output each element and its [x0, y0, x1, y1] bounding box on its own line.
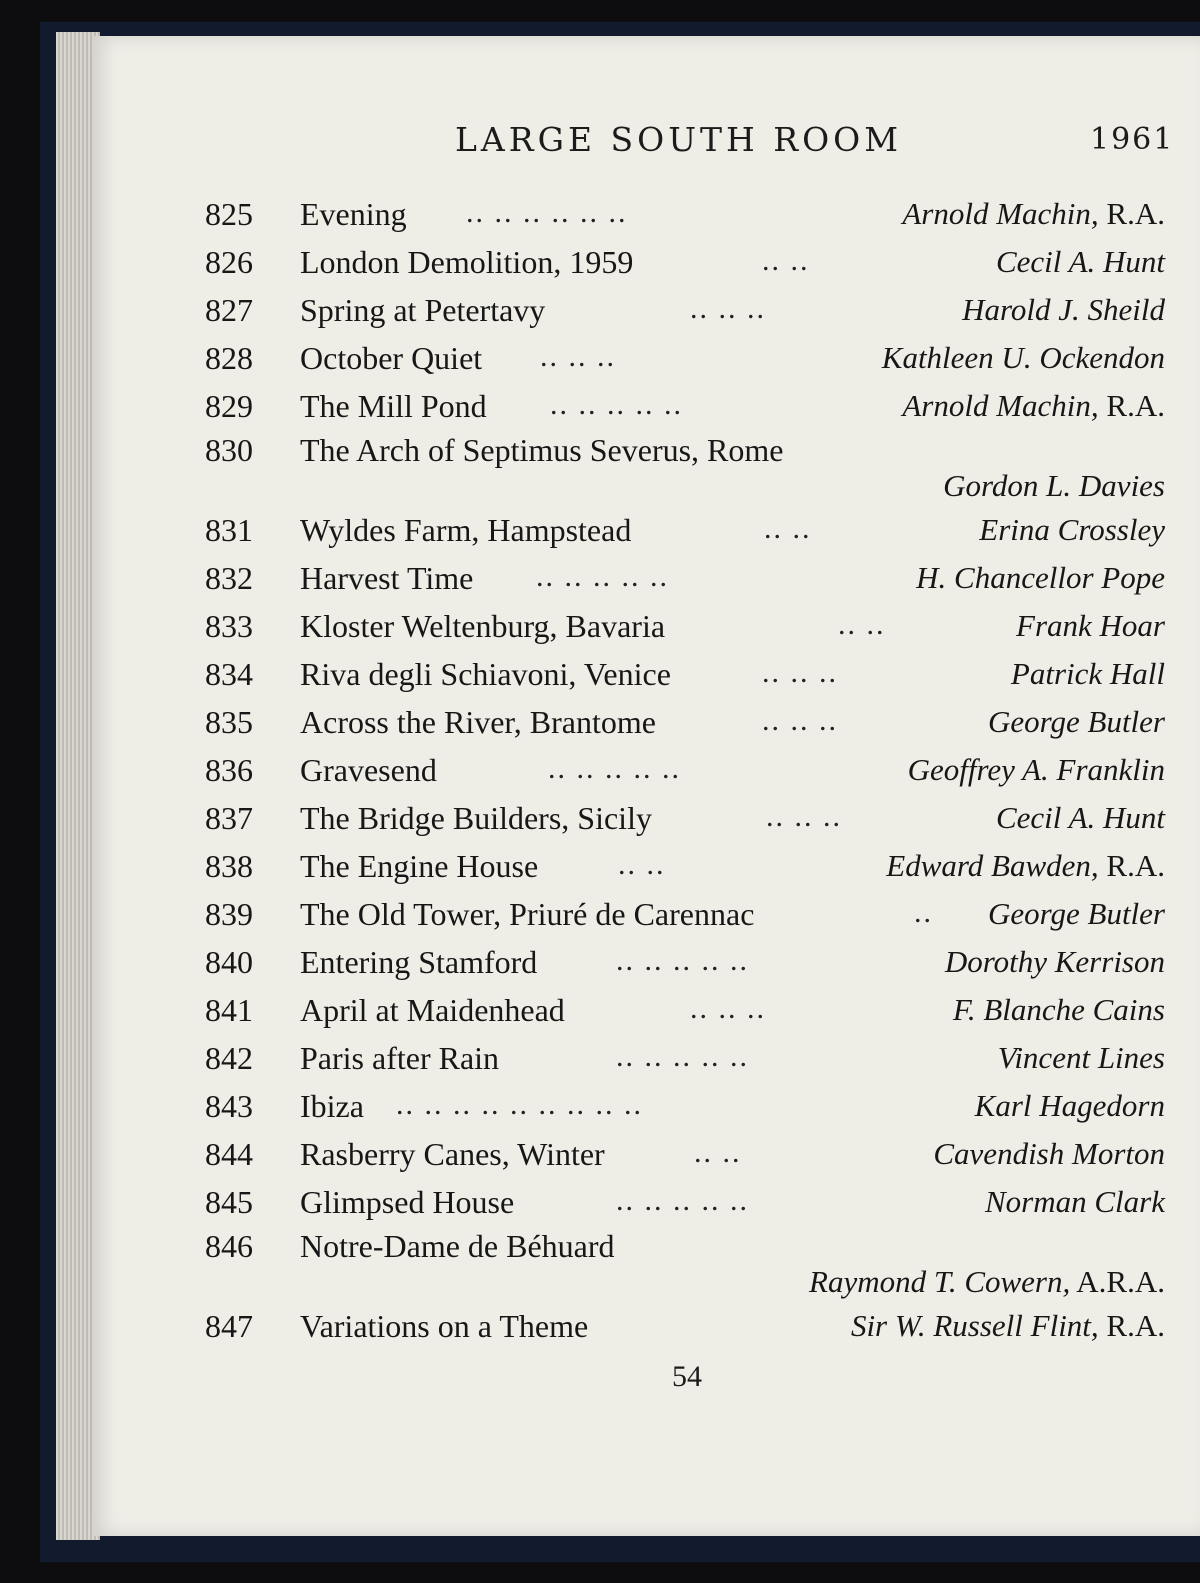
leader-dots: .. — [914, 896, 933, 929]
catalogue-entry-continuation — [0, 1264, 1200, 1312]
work-title: The Arch of Septimus Severus, Rome — [300, 432, 784, 468]
artist-name — [902, 388, 1165, 424]
work-title: Kloster Weltenburg, Bavaria — [300, 608, 666, 644]
artist-name — [886, 848, 1165, 884]
catalogue-entry — [0, 292, 1200, 340]
leader-dots: .. .. — [618, 848, 666, 881]
entry-number: 838 — [205, 848, 253, 884]
artist-name — [985, 1184, 1165, 1220]
artist-name — [953, 992, 1165, 1028]
work-title: Ibiza — [300, 1088, 364, 1124]
entry-number: 826 — [205, 244, 253, 280]
entry-number: 827 — [205, 292, 253, 328]
catalogue-entry — [0, 896, 1200, 944]
work-title: Paris after Rain — [300, 1040, 500, 1076]
artist-name-text: Gordon L. Davies — [943, 468, 1165, 503]
artist-name — [943, 468, 1165, 504]
leader-dots: .. .. .. — [762, 704, 838, 737]
entry-number: 844 — [205, 1136, 253, 1172]
entry-number: 843 — [205, 1088, 253, 1124]
artist-name-text: Geoffrey A. Franklin — [907, 752, 1165, 787]
artist-name-text: Arnold Machin, — [902, 388, 1099, 423]
artist-name-text: George Butler — [987, 896, 1165, 931]
work-title: Evening — [300, 196, 407, 232]
artist-name — [975, 1088, 1165, 1124]
entry-number: 840 — [205, 944, 253, 980]
page-number: 54 — [672, 1360, 702, 1393]
artist-name-text: Frank Hoar — [1016, 608, 1165, 643]
artist-name — [933, 1136, 1165, 1172]
work-title: Riva degli Schiavoni, Venice — [300, 656, 671, 692]
artist-name-text: Cecil A. Hunt — [995, 244, 1165, 279]
leader-dots: .. .. .. .. .. — [616, 1040, 749, 1073]
catalogue-entry — [0, 1040, 1200, 1088]
work-title: Across the River, Brantome — [300, 704, 656, 740]
catalogue-entry-continuation — [0, 468, 1200, 516]
artist-honour: A.R.A. — [1070, 1264, 1165, 1299]
artist-name — [902, 196, 1165, 232]
work-title: Entering Stamford — [300, 944, 538, 980]
artist-name — [979, 512, 1165, 548]
artist-name-text: Patrick Hall — [1010, 656, 1165, 691]
artist-name-text: Edward Bawden, — [886, 848, 1099, 883]
artist-honour: R.A. — [1098, 1308, 1165, 1343]
catalogue-entry — [0, 704, 1200, 752]
catalogue-entry — [0, 1184, 1200, 1232]
artist-name — [908, 752, 1165, 788]
artist-name — [996, 800, 1165, 836]
entry-number: 834 — [205, 656, 253, 692]
leader-dots: .. .. .. — [690, 292, 766, 325]
leader-dots: .. .. .. .. .. — [550, 388, 683, 421]
work-title: The Bridge Builders, Sicily — [300, 800, 652, 836]
artist-name-text: F. Blanche Cains — [952, 992, 1165, 1027]
leader-dots: .. .. — [838, 608, 886, 641]
leader-dots: .. .. .. — [762, 656, 838, 689]
entry-number: 825 — [205, 196, 253, 232]
artist-name — [988, 896, 1165, 932]
work-title: Spring at Petertavy — [300, 292, 546, 328]
artist-name — [882, 340, 1165, 376]
leader-dots: .. .. .. .. .. — [536, 560, 669, 593]
entry-number: 836 — [205, 752, 253, 788]
artist-name-text: Dorothy Kerrison — [944, 944, 1165, 979]
work-title: April at Maidenhead — [300, 992, 565, 1028]
work-title: The Old Tower, Priuré de Carennac — [300, 896, 755, 932]
artist-name-text: Harold J. Sheild — [962, 292, 1165, 327]
work-title: Rasberry Canes, Winter — [300, 1136, 605, 1172]
artist-name — [988, 704, 1165, 740]
entry-number: 832 — [205, 560, 253, 596]
work-title: The Mill Pond — [300, 388, 487, 424]
catalogue-entry — [0, 388, 1200, 436]
leader-dots: .. .. .. — [690, 992, 766, 1025]
catalogue-entry — [0, 656, 1200, 704]
artist-name-text: Sir W. Russell Flint, — [850, 1308, 1099, 1343]
work-title: Variations on a Theme — [300, 1308, 589, 1344]
artist-name — [809, 1264, 1165, 1300]
leader-dots: .. .. .. .. .. — [548, 752, 681, 785]
entry-number: 835 — [205, 704, 253, 740]
catalogue-entry — [0, 608, 1200, 656]
artist-name-text: Norman Clark — [985, 1184, 1165, 1219]
work-title: Wyldes Farm, Hampstead — [300, 512, 632, 548]
work-title: Gravesend — [300, 752, 437, 788]
entry-number: 841 — [205, 992, 253, 1028]
artist-name-text: Karl Hagedorn — [974, 1088, 1165, 1123]
artist-name-text: Arnold Machin, — [902, 196, 1099, 231]
leader-dots: .. .. .. — [766, 800, 842, 833]
artist-name — [1011, 656, 1165, 692]
entry-number: 830 — [205, 432, 253, 468]
leader-dots: .. .. — [762, 244, 810, 277]
catalogue-entry — [0, 1308, 1200, 1356]
entry-number: 847 — [205, 1308, 253, 1344]
work-title: Harvest Time — [300, 560, 474, 596]
artist-honour: R.A. — [1098, 196, 1165, 231]
catalogue-entry — [0, 196, 1200, 244]
artist-name-text: Cavendish Morton — [933, 1136, 1165, 1171]
running-header — [0, 120, 1200, 170]
catalogue-entry — [0, 244, 1200, 292]
artist-name — [962, 292, 1165, 328]
artist-name-text: H. Chancellor Pope — [916, 560, 1165, 595]
entry-number: 831 — [205, 512, 253, 548]
artist-name — [851, 1308, 1165, 1344]
leader-dots: .. .. .. .. .. .. — [466, 196, 628, 229]
artist-name-text: Erina Crossley — [979, 512, 1165, 547]
work-title: October Quiet — [300, 340, 483, 376]
entry-number: 837 — [205, 800, 253, 836]
entry-number: 828 — [205, 340, 253, 376]
work-title: Glimpsed House — [300, 1184, 515, 1220]
catalogue-entry — [0, 1136, 1200, 1184]
artist-name — [916, 560, 1165, 596]
leader-dots: .. .. .. .. .. — [616, 944, 749, 977]
catalogue-entry — [0, 752, 1200, 800]
room-title: LARGE SOUTH ROOM — [455, 120, 903, 159]
artist-name — [996, 244, 1165, 280]
entry-number: 845 — [205, 1184, 253, 1220]
catalogue-entry — [0, 512, 1200, 560]
artist-honour: R.A. — [1098, 848, 1165, 883]
catalogue-entry — [0, 560, 1200, 608]
artist-name-text: Kathleen U. Ockendon — [881, 340, 1165, 375]
leader-dots: .. .. .. .. .. — [616, 1184, 749, 1217]
entry-number: 842 — [205, 1040, 253, 1076]
work-title: The Engine House — [300, 848, 539, 884]
leader-dots: .. .. .. — [540, 340, 616, 373]
catalogue-entry — [0, 340, 1200, 388]
work-title: London Demolition, 1959 — [300, 244, 634, 280]
entry-number: 846 — [205, 1228, 253, 1264]
artist-honour: R.A. — [1098, 388, 1165, 423]
artist-name-text: George Butler — [987, 704, 1165, 739]
leader-dots: .. .. — [694, 1136, 742, 1169]
catalogue-entry — [0, 848, 1200, 896]
leader-dots: .. .. .. .. .. .. .. .. .. — [396, 1088, 643, 1121]
entry-number: 839 — [205, 896, 253, 932]
artist-name — [998, 1040, 1165, 1076]
leader-dots: .. .. — [764, 512, 812, 545]
entry-number: 829 — [205, 388, 253, 424]
artist-name-text: Vincent Lines — [997, 1040, 1165, 1075]
catalogue-entry — [0, 800, 1200, 848]
entry-number: 833 — [205, 608, 253, 644]
artist-name-text: Cecil A. Hunt — [995, 800, 1165, 835]
artist-name-text: Raymond T. Cowern, — [809, 1264, 1071, 1299]
catalogue-entry — [0, 992, 1200, 1040]
artist-name — [945, 944, 1165, 980]
catalogue-entry — [0, 944, 1200, 992]
work-title: Notre-Dame de Béhuard — [300, 1228, 615, 1264]
year-label: 1961 — [1090, 122, 1175, 157]
catalogue-entry — [0, 1088, 1200, 1136]
artist-name — [1016, 608, 1165, 644]
